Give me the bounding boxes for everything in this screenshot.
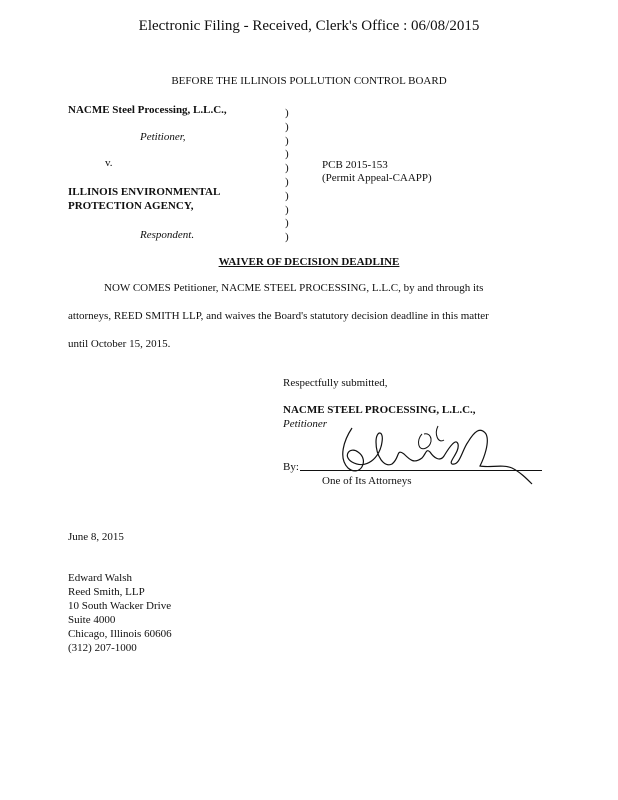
paren: ) (285, 107, 289, 119)
paren: ) (285, 148, 289, 161)
body-line-2: attorneys, REED SMITH LLP, and waives the Board's statutory decision deadline in this matter (68, 310, 489, 322)
closing: Respectfully submitted, (283, 377, 388, 389)
document-title: WAIVER OF DECISION DEADLINE (218, 256, 400, 268)
versus-label: v. (105, 157, 113, 169)
paren: ) (285, 162, 289, 175)
filing-stamp: Electronic Filing - Received, Clerk's Office : 06/08/2015 (138, 18, 480, 34)
paren: ) (285, 203, 289, 216)
attorney-address-block (68, 571, 172, 655)
caption-parentheses (285, 107, 289, 245)
paren: ) (285, 189, 289, 202)
respondent-name-line2: PROTECTION AGENCY, (68, 200, 194, 212)
signature-line (300, 470, 542, 471)
body-line-3: until October 15, 2015. (68, 338, 171, 350)
attorney-name: Edward Walsh (68, 572, 132, 584)
attorney-city: Chicago, Illinois 60606 (68, 628, 172, 640)
attorney-suite: Suite 4000 (68, 614, 116, 626)
attorney-phone: (312) 207-1000 (68, 642, 137, 654)
paren: ) (285, 175, 289, 188)
case-number: PCB 2015-153 (322, 159, 388, 171)
attorney-firm: Reed Smith, LLP (68, 586, 145, 598)
signing-party-role: Petitioner (283, 418, 327, 430)
paren: ) (285, 120, 289, 133)
paren: ) (285, 217, 289, 230)
attorney-street: 10 South Wacker Drive (68, 600, 172, 612)
respondent-role: Respondent. (140, 229, 195, 241)
respondent-name-line1: ILLINOIS ENVIRONMENTAL (68, 186, 221, 198)
petitioner-role: Petitioner, (140, 131, 186, 143)
by-label: By: (283, 461, 299, 473)
petitioner-name: NACME Steel Processing, L.L.C., (68, 104, 227, 116)
case-type: (Permit Appeal-CAAPP) (322, 172, 432, 184)
signing-party: NACME STEEL PROCESSING, L.L.C., (283, 404, 476, 416)
body-line-1: NOW COMES Petitioner, NACME STEEL PROCESSING, L.L.C, by and through its (104, 282, 484, 294)
paren: ) (285, 231, 289, 244)
signer-title: One of Its Attorneys (322, 475, 412, 487)
board-heading: BEFORE THE ILLINOIS POLLUTION CONTROL BOARD (171, 75, 447, 87)
filing-date: June 8, 2015 (68, 531, 124, 543)
paren: ) (285, 134, 289, 147)
